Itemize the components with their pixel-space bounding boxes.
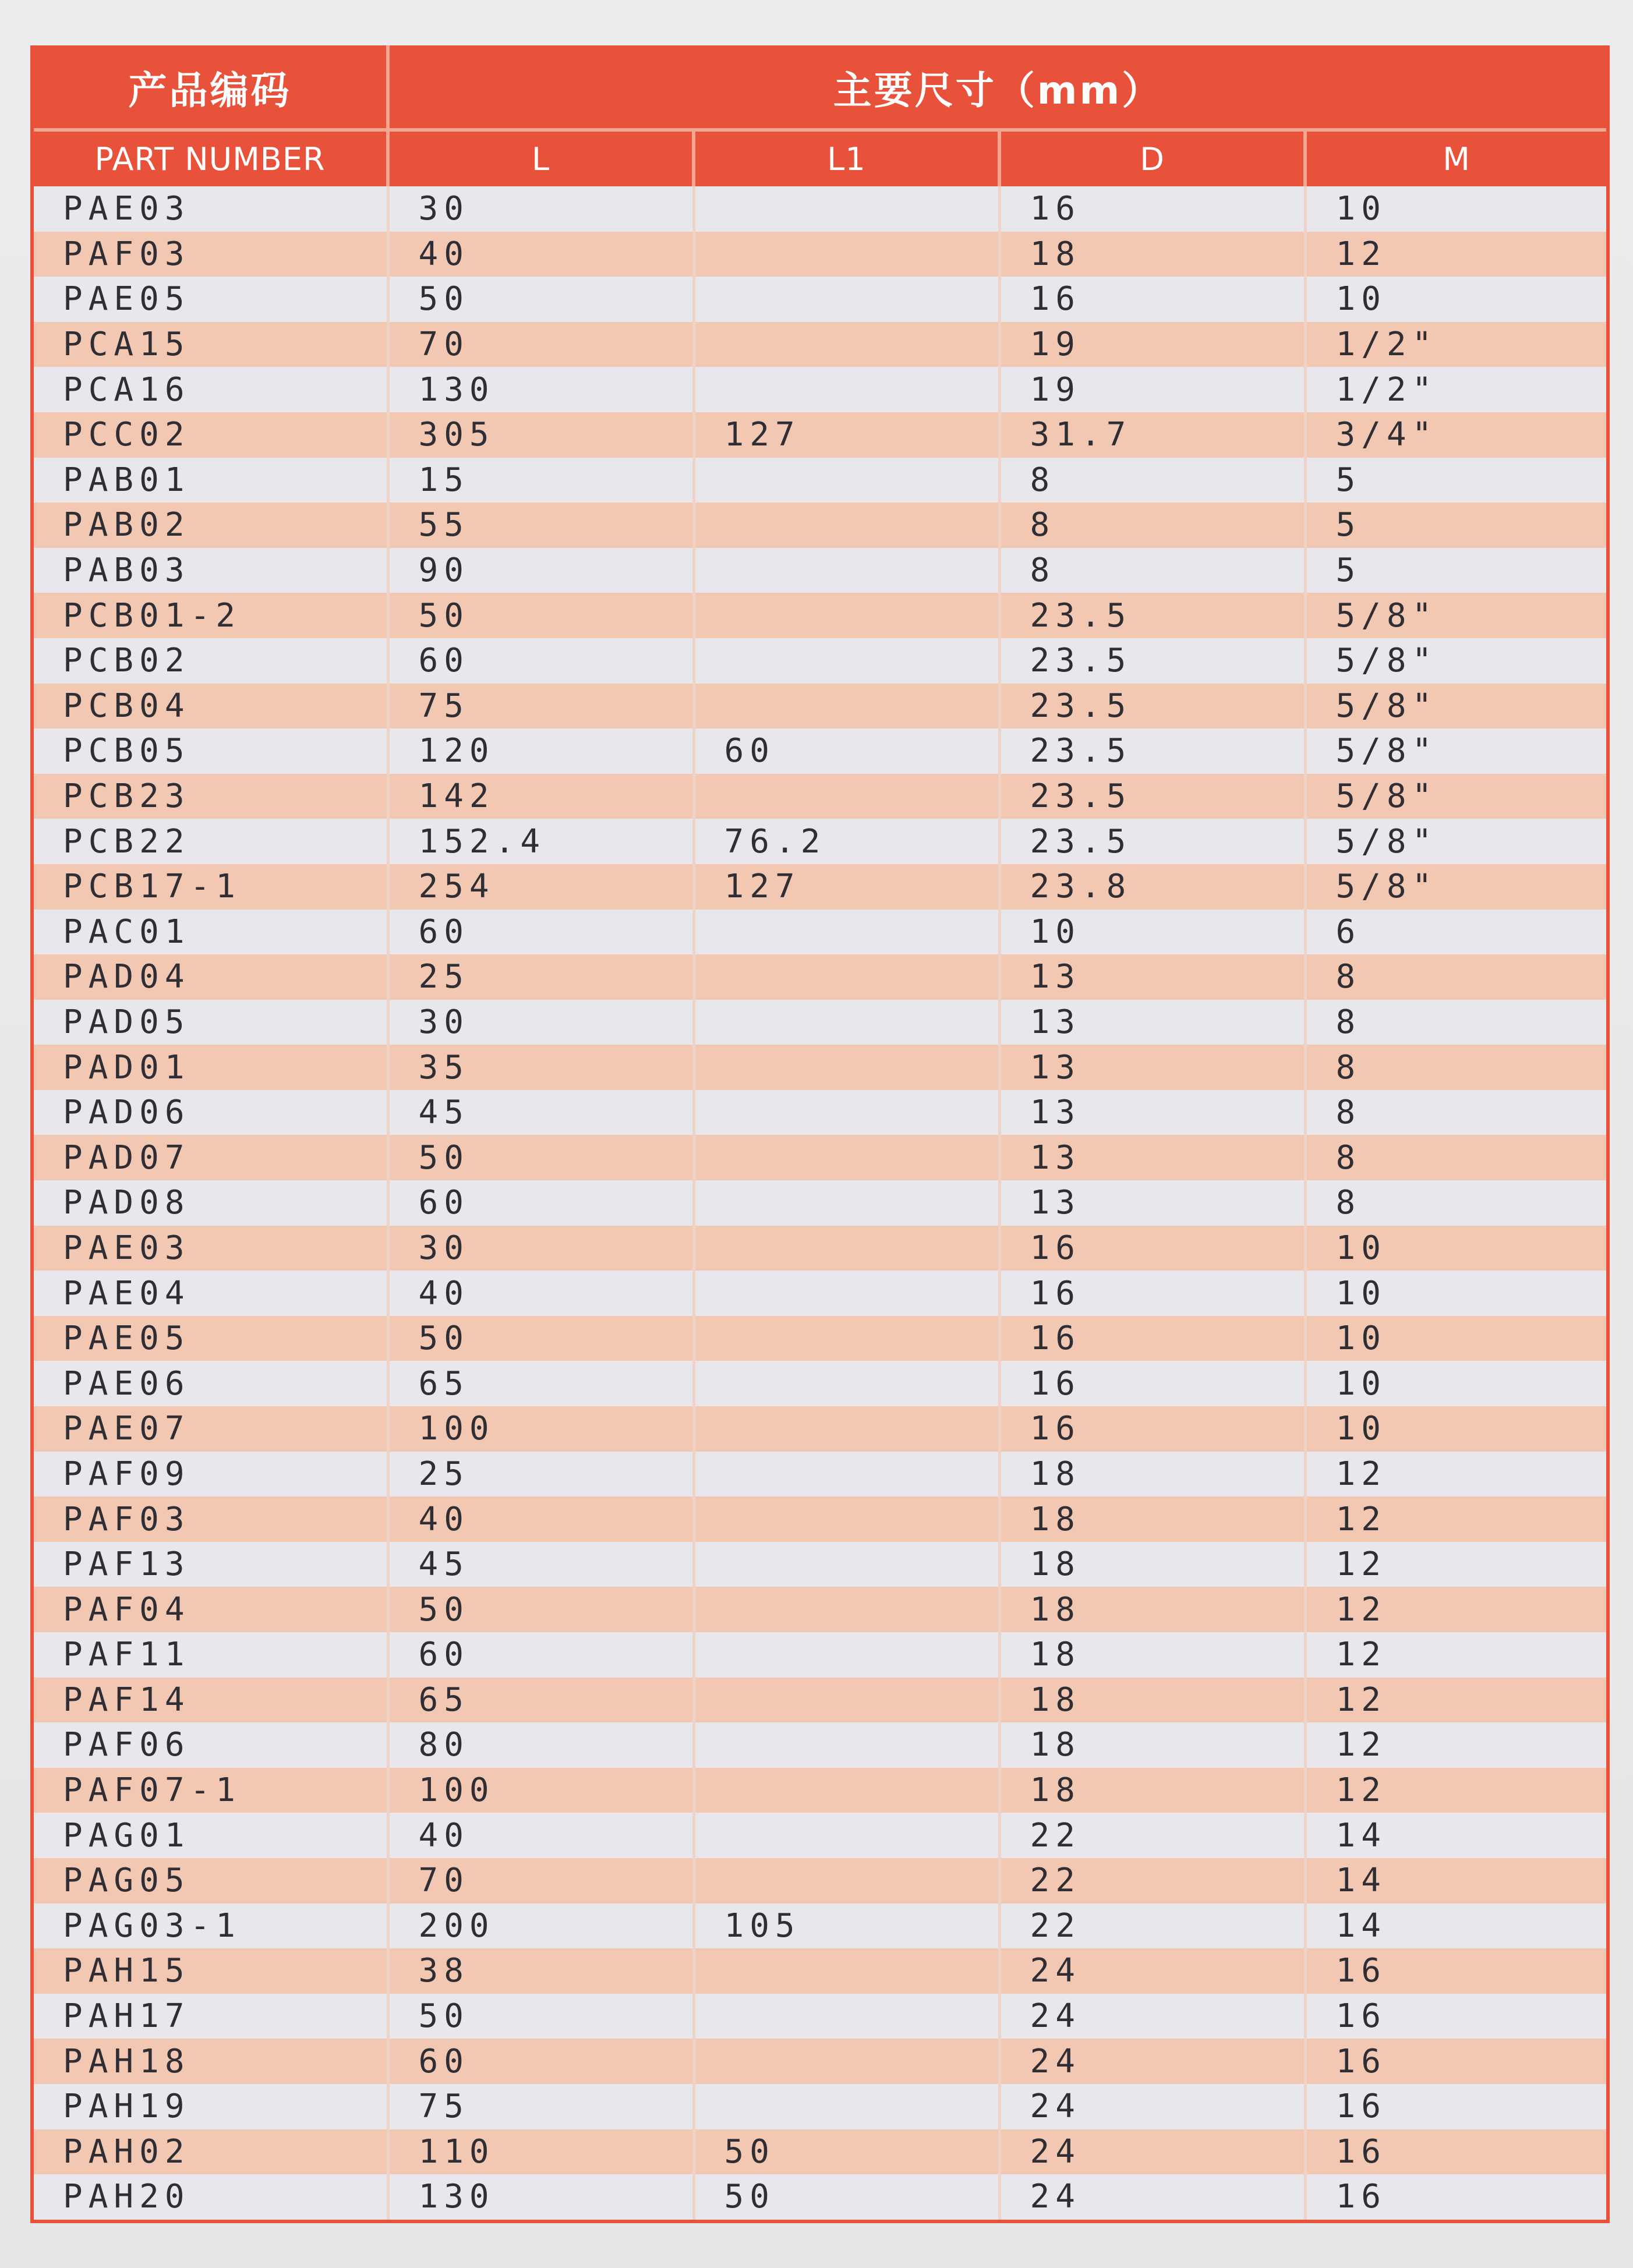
length-l1-cell: 127 (694, 412, 999, 458)
part-number-cell: PAH18 (34, 2039, 388, 2084)
part-number-cell: PAH15 (34, 1948, 388, 1994)
length-l-cell: 80 (388, 1722, 694, 1768)
diameter-d-cell: 23.5 (999, 593, 1305, 638)
thread-m-cell: 5 (1305, 548, 1606, 593)
thread-m-cell: 8 (1305, 954, 1606, 1000)
table-body (34, 186, 1606, 2220)
thread-m-cell: 3/4" (1305, 412, 1606, 458)
length-l-cell: 45 (388, 1542, 694, 1587)
diameter-d-cell: 18 (999, 1768, 1305, 1813)
diameter-d-cell: 13 (999, 954, 1305, 1000)
part-number-cell: PCC02 (34, 412, 388, 458)
part-number-cell: PAE03 (34, 1226, 388, 1271)
diameter-d-cell: 13 (999, 1180, 1305, 1226)
length-l1-cell (694, 2084, 999, 2129)
length-l1-cell (694, 1406, 999, 1452)
part-number-cell: PAB03 (34, 548, 388, 593)
length-l-cell: 38 (388, 1948, 694, 1994)
thread-m-cell: 14 (1305, 1903, 1606, 1949)
part-number-cell: PAB01 (34, 458, 388, 503)
part-number-cell: PCB01-2 (34, 593, 388, 638)
thread-m-cell: 12 (1305, 1452, 1606, 1497)
diameter-d-cell: 8 (999, 548, 1305, 593)
part-number-cell: PAH20 (34, 2174, 388, 2220)
part-code-header-cn: 产品编码 (34, 45, 388, 130)
part-number-cell: PCA15 (34, 322, 388, 367)
length-l-cell: 55 (388, 503, 694, 548)
thread-m-cell: 10 (1305, 1361, 1606, 1406)
diameter-d-cell: 16 (999, 1316, 1305, 1361)
length-l1-cell (694, 1994, 999, 2039)
length-l1-cell (694, 1090, 999, 1135)
thread-m-cell: 14 (1305, 1858, 1606, 1903)
table-header (34, 45, 1606, 186)
diameter-d-cell: 18 (999, 1587, 1305, 1632)
diameter-d-cell: 24 (999, 1948, 1305, 1994)
diameter-d-cell: 13 (999, 1000, 1305, 1045)
part-number-cell: PAG01 (34, 1813, 388, 1858)
table-row (34, 277, 1606, 322)
table-row (34, 458, 1606, 503)
length-l-cell: 110 (388, 2129, 694, 2175)
part-number-cell: PAE06 (34, 1361, 388, 1406)
length-l-cell: 120 (388, 728, 694, 774)
column-header-l: L (388, 130, 694, 186)
diameter-d-cell: 24 (999, 1994, 1305, 2039)
table-row (34, 638, 1606, 684)
diameter-d-cell: 22 (999, 1858, 1305, 1903)
table-row (34, 1632, 1606, 1678)
table-row (34, 1496, 1606, 1542)
table-row (34, 910, 1606, 955)
diameter-d-cell: 13 (999, 1135, 1305, 1180)
diameter-d-cell: 8 (999, 458, 1305, 503)
thread-m-cell: 16 (1305, 1948, 1606, 1994)
length-l1-cell (694, 1948, 999, 1994)
diameter-d-cell: 23.5 (999, 774, 1305, 819)
table-row (34, 864, 1606, 910)
length-l1-cell (694, 2039, 999, 2084)
diameter-d-cell: 16 (999, 1226, 1305, 1271)
diameter-d-cell: 22 (999, 1813, 1305, 1858)
diameter-d-cell: 16 (999, 1406, 1305, 1452)
length-l1-cell (694, 1813, 999, 1858)
length-l1-cell (694, 1180, 999, 1226)
length-l1-cell (694, 593, 999, 638)
diameter-d-cell: 16 (999, 277, 1305, 322)
thread-m-cell: 10 (1305, 1316, 1606, 1361)
length-l-cell: 50 (388, 593, 694, 638)
length-l-cell: 25 (388, 954, 694, 1000)
table-row (34, 2039, 1606, 2084)
thread-m-cell: 10 (1305, 1406, 1606, 1452)
part-number-cell: PAE05 (34, 1316, 388, 1361)
length-l-cell: 30 (388, 186, 694, 232)
column-header-d: D (999, 130, 1305, 186)
dimensions-table-frame (30, 45, 1610, 2223)
table-row (34, 1858, 1606, 1903)
length-l-cell: 30 (388, 1226, 694, 1271)
table-row (34, 1361, 1606, 1406)
length-l1-cell (694, 1542, 999, 1587)
table-row (34, 1994, 1606, 2039)
length-l1-cell (694, 232, 999, 277)
thread-m-cell: 12 (1305, 1678, 1606, 1723)
part-number-cell: PAF09 (34, 1452, 388, 1497)
main-dimensions-header: 主要尺寸（mm） (388, 45, 1606, 130)
part-number-cell: PCB17-1 (34, 864, 388, 910)
diameter-d-cell: 18 (999, 1542, 1305, 1587)
table-row (34, 1948, 1606, 1994)
length-l1-cell: 76.2 (694, 819, 999, 864)
thread-m-cell: 1/2" (1305, 367, 1606, 412)
thread-m-cell: 12 (1305, 1496, 1606, 1542)
part-number-cell: PAF13 (34, 1542, 388, 1587)
length-l-cell: 100 (388, 1768, 694, 1813)
length-l1-cell (694, 774, 999, 819)
part-number-cell: PCB04 (34, 684, 388, 729)
part-number-cell: PAG05 (34, 1858, 388, 1903)
table-row (34, 1813, 1606, 1858)
diameter-d-cell: 8 (999, 503, 1305, 548)
diameter-d-cell: 18 (999, 1632, 1305, 1678)
table-row (34, 819, 1606, 864)
thread-m-cell: 6 (1305, 910, 1606, 955)
length-l-cell: 40 (388, 1496, 694, 1542)
table-row (34, 1768, 1606, 1813)
length-l-cell: 142 (388, 774, 694, 819)
diameter-d-cell: 18 (999, 1678, 1305, 1723)
length-l-cell: 50 (388, 1994, 694, 2039)
part-number-cell: PAE03 (34, 186, 388, 232)
table-row (34, 1000, 1606, 1045)
length-l-cell: 75 (388, 684, 694, 729)
diameter-d-cell: 24 (999, 2174, 1305, 2220)
length-l1-cell (694, 1858, 999, 1903)
thread-m-cell: 12 (1305, 1722, 1606, 1768)
part-number-cell: PAF03 (34, 1496, 388, 1542)
diameter-d-cell: 24 (999, 2129, 1305, 2175)
part-number-cell: PAD04 (34, 954, 388, 1000)
diameter-d-cell: 24 (999, 2084, 1305, 2129)
table-row (34, 1722, 1606, 1768)
part-number-cell: PAG03-1 (34, 1903, 388, 1949)
thread-m-cell: 5/8" (1305, 684, 1606, 729)
length-l-cell: 60 (388, 910, 694, 955)
length-l1-cell (694, 1226, 999, 1271)
thread-m-cell: 5 (1305, 503, 1606, 548)
length-l-cell: 254 (388, 864, 694, 910)
table-row (34, 503, 1606, 548)
table-row (34, 186, 1606, 232)
diameter-d-cell: 18 (999, 1496, 1305, 1542)
header-row-sub (34, 130, 1606, 186)
table-row (34, 1226, 1606, 1271)
thread-m-cell: 12 (1305, 1768, 1606, 1813)
thread-m-cell: 10 (1305, 1226, 1606, 1271)
length-l-cell: 152.4 (388, 819, 694, 864)
thread-m-cell: 10 (1305, 277, 1606, 322)
table-row (34, 1406, 1606, 1452)
table-row (34, 684, 1606, 729)
length-l-cell: 90 (388, 548, 694, 593)
thread-m-cell: 12 (1305, 232, 1606, 277)
length-l1-cell (694, 1045, 999, 1090)
part-number-cell: PAH02 (34, 2129, 388, 2175)
table-row (34, 367, 1606, 412)
length-l-cell: 200 (388, 1903, 694, 1949)
length-l1-cell (694, 322, 999, 367)
thread-m-cell: 8 (1305, 1180, 1606, 1226)
length-l-cell: 15 (388, 458, 694, 503)
part-number-cell: PCB22 (34, 819, 388, 864)
length-l1-cell (694, 277, 999, 322)
part-number-cell: PAE05 (34, 277, 388, 322)
length-l1-cell: 105 (694, 1903, 999, 1949)
length-l-cell: 50 (388, 1316, 694, 1361)
length-l-cell: 60 (388, 638, 694, 684)
thread-m-cell: 8 (1305, 1000, 1606, 1045)
length-l1-cell (694, 638, 999, 684)
part-number-cell: PAF07-1 (34, 1768, 388, 1813)
part-number-cell: PAF14 (34, 1678, 388, 1723)
table-row (34, 1542, 1606, 1587)
length-l-cell: 70 (388, 322, 694, 367)
table-row (34, 774, 1606, 819)
header-row-main (34, 45, 1606, 130)
length-l-cell: 100 (388, 1406, 694, 1452)
thread-m-cell: 12 (1305, 1587, 1606, 1632)
length-l-cell: 60 (388, 1180, 694, 1226)
diameter-d-cell: 10 (999, 910, 1305, 955)
length-l1-cell (694, 954, 999, 1000)
part-number-cell: PCB23 (34, 774, 388, 819)
part-number-cell: PAF04 (34, 1587, 388, 1632)
thread-m-cell: 16 (1305, 2174, 1606, 2220)
part-number-cell: PAD01 (34, 1045, 388, 1090)
length-l1-cell (694, 1722, 999, 1768)
length-l-cell: 65 (388, 1361, 694, 1406)
part-number-cell: PAH19 (34, 2084, 388, 2129)
thread-m-cell: 8 (1305, 1135, 1606, 1180)
table-row (34, 1316, 1606, 1361)
thread-m-cell: 16 (1305, 2129, 1606, 2175)
length-l1-cell (694, 367, 999, 412)
length-l1-cell (694, 684, 999, 729)
length-l-cell: 50 (388, 1135, 694, 1180)
table-row (34, 232, 1606, 277)
thread-m-cell: 16 (1305, 2039, 1606, 2084)
thread-m-cell: 16 (1305, 1994, 1606, 2039)
table-row (34, 1903, 1606, 1949)
diameter-d-cell: 13 (999, 1045, 1305, 1090)
length-l1-cell (694, 1678, 999, 1723)
table-row (34, 593, 1606, 638)
diameter-d-cell: 23.5 (999, 819, 1305, 864)
length-l1-cell (694, 1452, 999, 1497)
thread-m-cell: 5/8" (1305, 864, 1606, 910)
length-l-cell: 75 (388, 2084, 694, 2129)
diameter-d-cell: 16 (999, 1271, 1305, 1316)
table-row (34, 1090, 1606, 1135)
table-row (34, 2129, 1606, 2175)
part-number-cell: PAB02 (34, 503, 388, 548)
length-l1-cell: 60 (694, 728, 999, 774)
part-number-cell: PAF03 (34, 232, 388, 277)
thread-m-cell: 5/8" (1305, 728, 1606, 774)
part-number-cell: PAD07 (34, 1135, 388, 1180)
length-l1-cell (694, 1768, 999, 1813)
diameter-d-cell: 13 (999, 1090, 1305, 1135)
diameter-d-cell: 23.5 (999, 638, 1305, 684)
part-number-cell: PAC01 (34, 910, 388, 955)
table-row (34, 2174, 1606, 2220)
length-l-cell: 50 (388, 277, 694, 322)
diameter-d-cell: 19 (999, 367, 1305, 412)
part-number-cell: PAF06 (34, 1722, 388, 1768)
part-number-cell: PCA16 (34, 367, 388, 412)
part-number-cell: PAF11 (34, 1632, 388, 1678)
thread-m-cell: 12 (1305, 1542, 1606, 1587)
part-number-cell: PAH17 (34, 1994, 388, 2039)
dimensions-table (34, 45, 1606, 2220)
table-row (34, 1045, 1606, 1090)
length-l-cell: 305 (388, 412, 694, 458)
part-number-cell: PAE04 (34, 1271, 388, 1316)
diameter-d-cell: 23.5 (999, 684, 1305, 729)
table-row (34, 322, 1606, 367)
length-l1-cell: 50 (694, 2174, 999, 2220)
diameter-d-cell: 18 (999, 1452, 1305, 1497)
diameter-d-cell: 22 (999, 1903, 1305, 1949)
thread-m-cell: 5/8" (1305, 774, 1606, 819)
thread-m-cell: 5 (1305, 458, 1606, 503)
column-header-m: M (1305, 130, 1606, 186)
thread-m-cell: 5/8" (1305, 819, 1606, 864)
table-row (34, 1452, 1606, 1497)
length-l1-cell (694, 548, 999, 593)
diameter-d-cell: 23.5 (999, 728, 1305, 774)
length-l1-cell (694, 1135, 999, 1180)
length-l1-cell (694, 1316, 999, 1361)
length-l-cell: 45 (388, 1090, 694, 1135)
table-row (34, 1678, 1606, 1723)
thread-m-cell: 10 (1305, 1271, 1606, 1316)
diameter-d-cell: 16 (999, 186, 1305, 232)
thread-m-cell: 1/2" (1305, 322, 1606, 367)
length-l1-cell (694, 1587, 999, 1632)
table-row (34, 728, 1606, 774)
thread-m-cell: 10 (1305, 186, 1606, 232)
column-header-l1: L1 (694, 130, 999, 186)
thread-m-cell: 12 (1305, 1632, 1606, 1678)
length-l1-cell (694, 458, 999, 503)
diameter-d-cell: 16 (999, 1361, 1305, 1406)
length-l1-cell (694, 1361, 999, 1406)
part-number-cell: PAD08 (34, 1180, 388, 1226)
length-l-cell: 25 (388, 1452, 694, 1497)
table-row (34, 1271, 1606, 1316)
thread-m-cell: 8 (1305, 1045, 1606, 1090)
diameter-d-cell: 18 (999, 1722, 1305, 1768)
length-l-cell: 60 (388, 2039, 694, 2084)
table-row (34, 548, 1606, 593)
length-l-cell: 40 (388, 232, 694, 277)
length-l1-cell (694, 910, 999, 955)
length-l-cell: 130 (388, 2174, 694, 2220)
thread-m-cell: 5/8" (1305, 638, 1606, 684)
length-l-cell: 35 (388, 1045, 694, 1090)
table-row (34, 2084, 1606, 2129)
diameter-d-cell: 18 (999, 232, 1305, 277)
length-l1-cell (694, 1496, 999, 1542)
length-l-cell: 40 (388, 1271, 694, 1316)
table-row (34, 1135, 1606, 1180)
length-l1-cell (694, 186, 999, 232)
part-number-cell: PAD05 (34, 1000, 388, 1045)
thread-m-cell: 14 (1305, 1813, 1606, 1858)
length-l-cell: 65 (388, 1678, 694, 1723)
length-l-cell: 30 (388, 1000, 694, 1045)
length-l-cell: 40 (388, 1813, 694, 1858)
diameter-d-cell: 24 (999, 2039, 1305, 2084)
table-row (34, 954, 1606, 1000)
length-l1-cell (694, 1632, 999, 1678)
length-l-cell: 130 (388, 367, 694, 412)
part-number-cell: PAD06 (34, 1090, 388, 1135)
part-number-cell: PAE07 (34, 1406, 388, 1452)
length-l1-cell (694, 1000, 999, 1045)
length-l1-cell: 50 (694, 2129, 999, 2175)
length-l1-cell (694, 1271, 999, 1316)
part-number-cell: PCB02 (34, 638, 388, 684)
diameter-d-cell: 23.8 (999, 864, 1305, 910)
part-number-header-en: PART NUMBER (34, 130, 388, 186)
thread-m-cell: 8 (1305, 1090, 1606, 1135)
diameter-d-cell: 19 (999, 322, 1305, 367)
table-row (34, 412, 1606, 458)
table-row (34, 1587, 1606, 1632)
length-l1-cell (694, 503, 999, 548)
length-l-cell: 60 (388, 1632, 694, 1678)
length-l-cell: 70 (388, 1858, 694, 1903)
length-l-cell: 50 (388, 1587, 694, 1632)
length-l1-cell: 127 (694, 864, 999, 910)
thread-m-cell: 16 (1305, 2084, 1606, 2129)
part-number-cell: PCB05 (34, 728, 388, 774)
table-row (34, 1180, 1606, 1226)
diameter-d-cell: 31.7 (999, 412, 1305, 458)
thread-m-cell: 5/8" (1305, 593, 1606, 638)
